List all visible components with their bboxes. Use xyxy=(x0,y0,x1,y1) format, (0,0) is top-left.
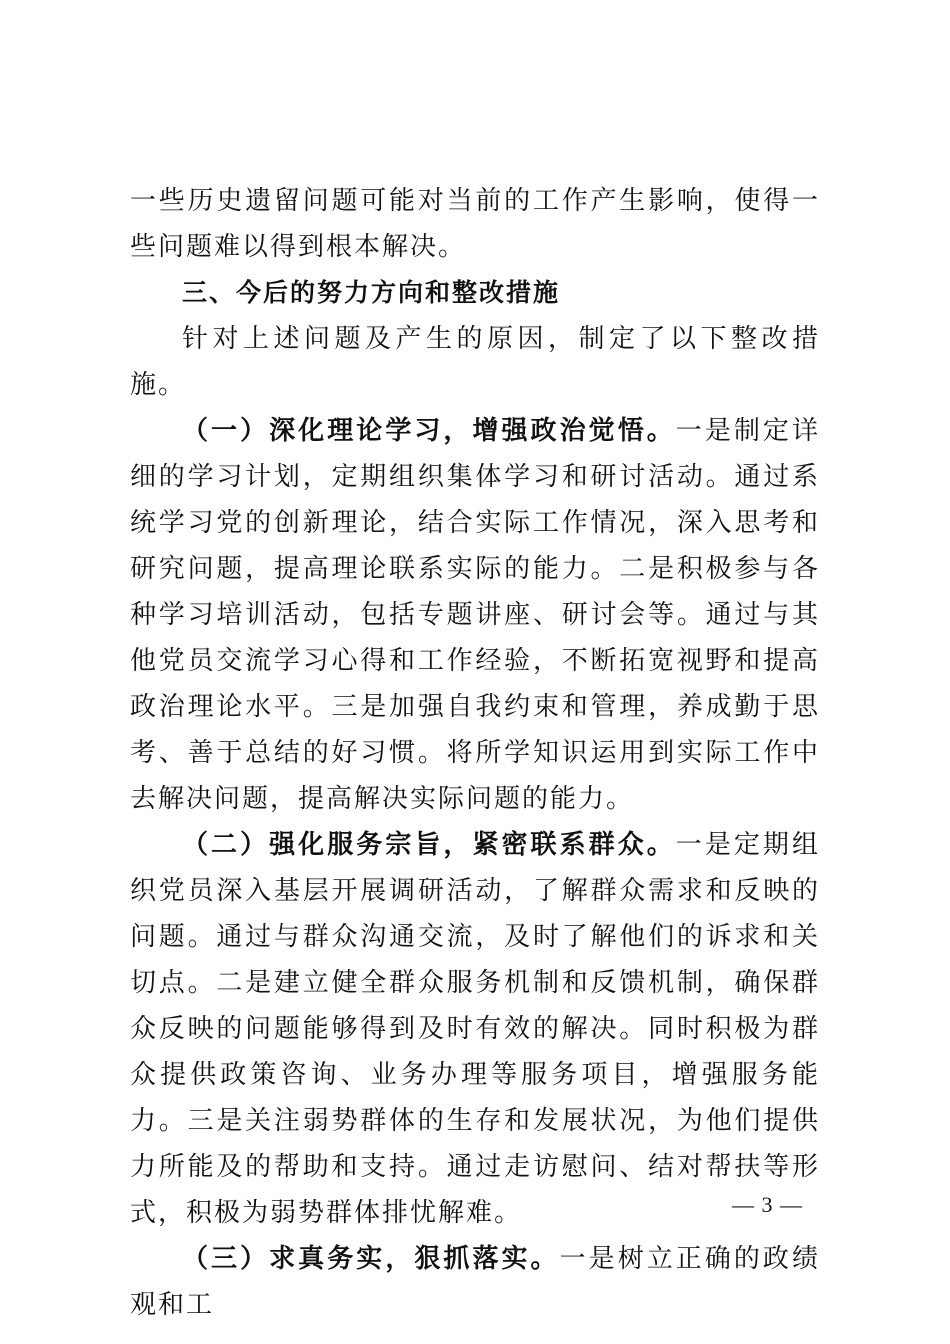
document-body xyxy=(130,178,820,1328)
section-heading-text: 三、今后的努力方向和整改措施 xyxy=(182,278,561,307)
paragraph-lead: （三）求真务实，狠抓落实。 xyxy=(182,1244,560,1274)
paragraph-measure-1 xyxy=(130,408,820,822)
paragraph-text: 一些历史遗留问题可能对当前的工作产生影响，使得一些问题难以得到根本解决。 xyxy=(130,186,820,262)
paragraph-text: 针对上述问题及产生的原因，制定了以下整改措施。 xyxy=(130,324,820,400)
paragraph-measure-2 xyxy=(130,822,820,1236)
paragraph-text: 一是树立正确的政绩观和工 xyxy=(130,1244,820,1320)
paragraph-lead: （一）深化理论学习，增强政治觉悟。 xyxy=(182,416,676,446)
paragraph-lead: （二）强化服务宗旨，紧密联系群众。 xyxy=(182,830,676,860)
paragraph-measure-3 xyxy=(130,1236,820,1328)
section-heading xyxy=(130,270,820,316)
paragraph-continuation xyxy=(130,178,820,270)
paragraph-text: 一是定期组织党员深入基层开展调研活动，了解群众需求和反映的问题。通过与群众沟通交流，及时了解他们的诉求和关切点。二是建立健全群众服务机制和反馈机制，确保群众反映的问题能够得到及时有效的解决。同时积极为群众提供政策咨询、业务办理等服务项目，增强服务能力。三是关注弱势群体的生存和发展状况，为他们提供力所能及的帮助和支持。通过走访慰问、结对帮扶等形式，积极为弱势群体排忧解难。 xyxy=(130,830,820,1228)
paragraph-intro xyxy=(130,316,820,408)
paragraph-text: 一是制定详细的学习计划，定期组织集体学习和研讨活动。通过系统学习党的创新理论，结合实际工作情况，深入思考和研究问题，提高理论联系实际的能力。二是积极参与各种学习培训活动，包括专题讲座、研讨会等。通过与其他党员交流学习心得和工作经验，不断拓宽视野和提高政治理论水平。三是加强自我约束和管理，养成勤于思考、善于总结的好习惯。将所学知识运用到实际工作中去解决问题，提高解决实际问题的能力。 xyxy=(130,416,820,814)
page-number: — 3 — xyxy=(732,1192,803,1217)
